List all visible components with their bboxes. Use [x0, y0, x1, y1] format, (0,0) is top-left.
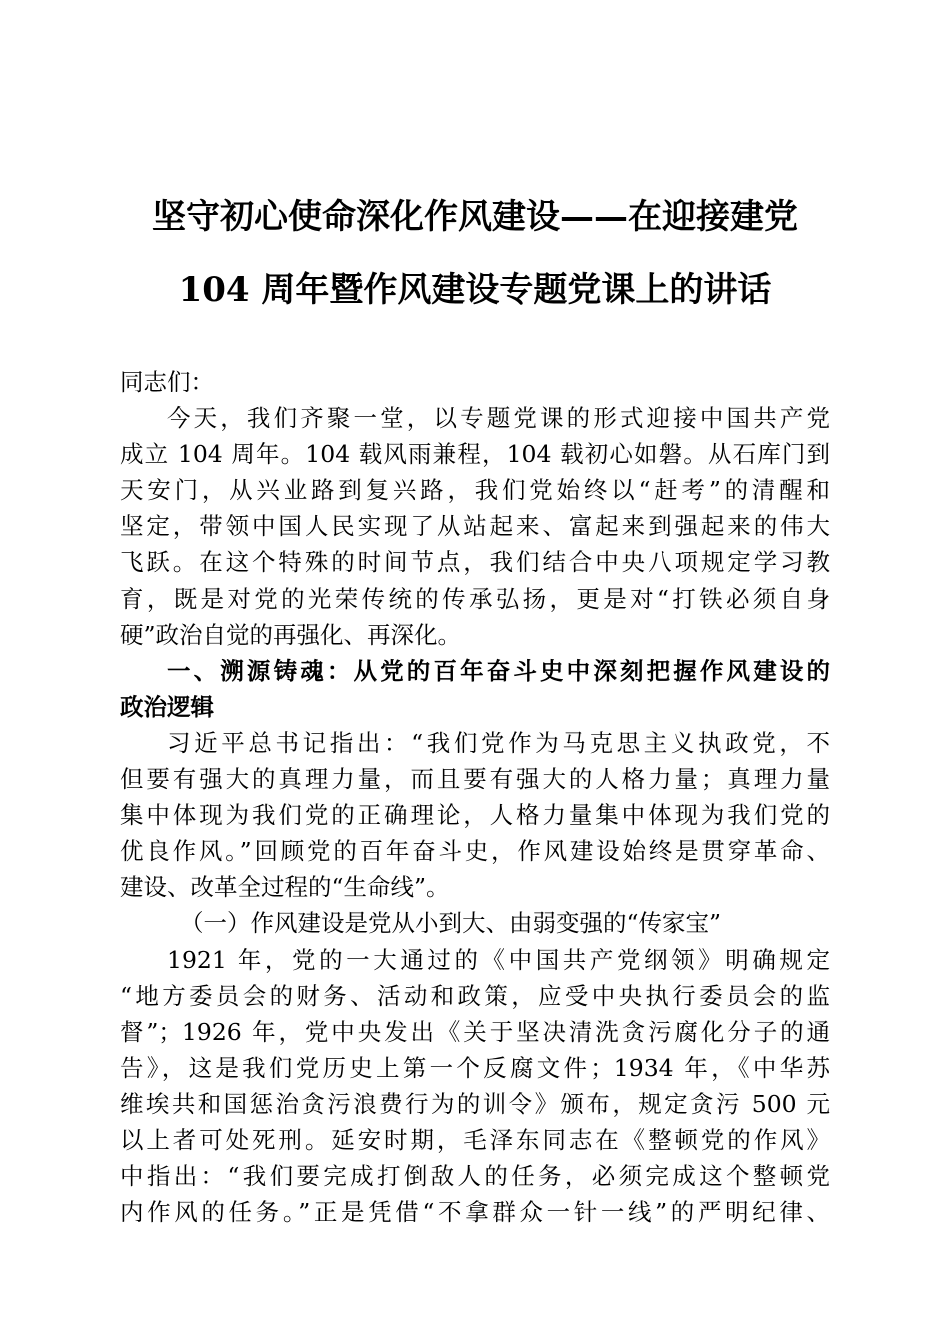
- paragraph-1-line: 飞跃。在这个特殊的时间节点，我们结合中央八项规定学习教: [120, 548, 830, 577]
- paragraph-3-line: 1921 年，党的一大通过的《中国共产党纲领》明确规定: [167, 945, 830, 974]
- paragraph-2-line: 但要有强大的真理力量，而且要有强大的人格力量；真理力量: [120, 765, 830, 794]
- paragraph-1-line: 今天，我们齐聚一堂，以专题党课的形式迎接中国共产党: [167, 404, 830, 433]
- paragraph-3-line: 内作风的任务。”正是凭借“不拿群众一针一线”的严明纪律、: [120, 1198, 830, 1227]
- paragraph-3-line: 以上者可处死刑。延安时期，毛泽东同志在《整顿党的作风》: [120, 1125, 830, 1154]
- greeting: 同志们：: [120, 368, 214, 396]
- subsection-heading-1: （一）作风建设是党从小到大、由弱变强的“传家宝”: [180, 909, 722, 938]
- paragraph-3-line: “地方委员会的财务、活动和政策，应受中央执行委员会的监: [120, 981, 830, 1010]
- paragraph-2-line: 习近平总书记指出：“我们党作为马克思主义执政党，不: [167, 728, 830, 757]
- paragraph-1-line: 成立 104 周年。104 载风雨兼程，104 载初心如磐。从石库门到: [120, 440, 830, 469]
- paragraph-3-line: 维埃共和国惩治贪污浪费行为的训令》颁布，规定贪污 500 元: [120, 1089, 830, 1118]
- section-heading-1: 政治逻辑: [120, 692, 214, 721]
- document-title-line-1: 坚守初心使命深化作风建设——在迎接建党: [152, 197, 798, 237]
- paragraph-2-line: 集中体现为我们党的正确理论，人格力量集中体现为我们党的: [120, 801, 830, 830]
- paragraph-2-line: 优良作风。”回顾党的百年奋斗史，作风建设始终是贯穿革命、: [120, 837, 830, 866]
- paragraph-1-line: 硬”政治自觉的再强化、再深化。: [120, 620, 462, 649]
- paragraph-2-line: 建设、改革全过程的“生命线”。: [120, 873, 450, 902]
- paragraph-1-line: 育，既是对党的光荣传统的传承弘扬，更是对“打铁必须自身: [120, 584, 830, 613]
- document-title-line-2: 104 周年暨作风建设专题党课上的讲话: [178, 270, 772, 310]
- document-body: [120, 364, 830, 1230]
- section-heading-1: 一、溯源铸魂：从党的百年奋斗史中深刻把握作风建设的: [167, 656, 830, 685]
- paragraph-3-line: 中指出：“我们要完成打倒敌人的任务，必须完成这个整顿党: [120, 1162, 830, 1191]
- paragraph-3-line: 督”；1926 年，党中央发出《关于坚决清洗贪污腐化分子的通: [120, 1017, 830, 1046]
- paragraph-1-line: 天安门，从兴业路到复兴路，我们党始终以“赶考”的清醒和: [120, 476, 830, 505]
- paragraph-1-line: 坚定，带领中国人民实现了从站起来、富起来到强起来的伟大: [120, 512, 830, 541]
- paragraph-3-line: 告》，这是我们党历史上第一个反腐文件；1934 年，《中华苏: [120, 1053, 830, 1082]
